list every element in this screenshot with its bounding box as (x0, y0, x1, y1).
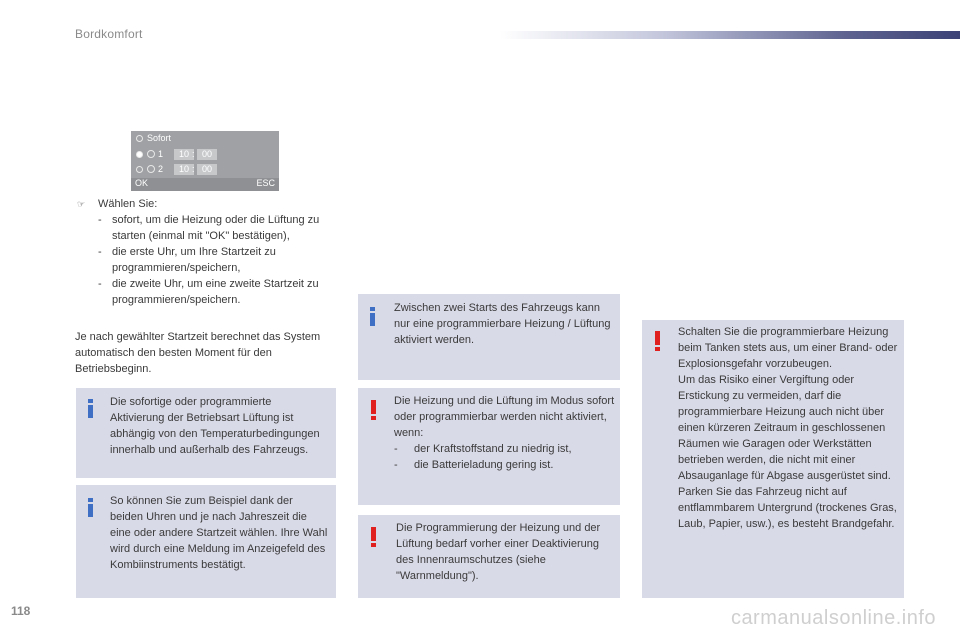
warning-note-box (642, 320, 904, 598)
radio-icon (136, 166, 143, 173)
info-note-box (76, 388, 336, 478)
note-text: Zwischen zwei Starts des Fahrzeugs kann nur eine programmierbare Heizung / Lüftung aktiviert werden. (394, 302, 611, 346)
warning-paragraph: Schalten Sie die programmierbare Heizung beim Tanken stets aus, um einer Brand- oder Explosionsgefahr vorzubeugen. (678, 326, 898, 370)
screen-row-clock-1 (131, 148, 279, 163)
minutes-field: 00 (197, 164, 217, 175)
instruction-head-text: Wählen Sie: (98, 198, 158, 210)
time-colon: : (192, 164, 195, 174)
list-item (75, 212, 340, 244)
time-colon: : (192, 149, 195, 159)
dash-bullet: - (98, 278, 102, 290)
info-note-box (358, 294, 620, 380)
hours-field: 10 (174, 149, 194, 160)
pointer-icon: ☞ (77, 199, 86, 209)
list-item (75, 244, 340, 276)
instructions (75, 196, 340, 308)
page-number: 118 (11, 604, 31, 618)
radio-icon (136, 135, 143, 142)
list-item (394, 441, 616, 457)
dash-bullet: - (98, 214, 102, 226)
clock-icon (147, 150, 155, 158)
screen-footer (131, 178, 279, 191)
clock-number: 1 (158, 149, 164, 159)
warning-text (678, 324, 900, 532)
note-text: Die sofortige oder programmierte Aktivierung der Betriebsart Lüftung ist abhängig von den Temperaturbedingungen innerhalb und außerhalb des Fahrzeugs. (110, 396, 320, 456)
clock-icon (147, 165, 155, 173)
warning-text (394, 393, 616, 473)
dash-bullet: - (394, 443, 398, 455)
info-note-box (76, 485, 336, 598)
minutes-field: 00 (197, 149, 217, 160)
display-screen (131, 131, 279, 191)
list-item-text: sofort, um die Heizung oder die Lüftung zu starten (einmal mit "OK" bestätigen), (112, 214, 320, 242)
watermark-text: carmanualsonline.info (730, 607, 936, 629)
list-item-text: die zweite Uhr, um eine zweite Startzeit zu programmieren/speichern. (112, 278, 319, 306)
sofort-label: Sofort (147, 133, 172, 143)
warning-paragraph: Parken Sie das Fahrzeug nicht auf entflammbarem Untergrund (trockenes Gras, Laub, Papier, usw.), es besteht Brandgefahr. (678, 486, 897, 530)
warning-text: Die Programmierung der Heizung und der Lüftung bedarf vorher einer Deaktivierung des Innenraumschutzes (siehe "Warnmeldung"). (396, 522, 601, 582)
list-item-text: der Kraftstoffstand zu niedrig ist, (414, 443, 572, 455)
list-item (394, 457, 616, 473)
note-text: So können Sie zum Beispiel dank der beiden Uhren und je nach Jahreszeit die eine oder andere Startzeit wählen. Ihre Wahl wird durch eine Meldung im Anzeigefeld des Kombiinstruments bestätigt. (110, 495, 328, 571)
radio-selected-icon (136, 151, 143, 158)
esc-label: ESC (256, 178, 275, 188)
screen-row-sofort (131, 132, 279, 147)
list-item-text: die erste Uhr, um Ihre Startzeit zu programmieren/speichern, (112, 246, 276, 274)
header-gradient-bar (500, 31, 960, 39)
warning-note-box (358, 515, 620, 598)
warning-note-box (358, 388, 620, 505)
warning-paragraph: Um das Risiko einer Vergiftung oder Erstickung zu vermeiden, darf die programmierbare Heizung auch nicht über einen kürzeren Zeitraum in geschlossenen Räumen wie Garagen oder Werkstätten betrieben werden, die nicht mit einer Absauganlage für Abgase ausgerüstet sind. (678, 374, 891, 482)
dash-bullet: - (98, 246, 102, 258)
list-item (75, 276, 340, 308)
warning-intro: Die Heizung und die Lüftung im Modus sofort oder programmierbar werden nicht aktiviert, wenn: (394, 395, 615, 439)
ok-label: OK (135, 178, 149, 188)
screen-row-clock-2 (131, 163, 279, 178)
body-paragraph: Je nach gewählter Startzeit berechnet das System automatisch den besten Moment für den Betriebsbeginn. (75, 331, 321, 375)
hours-field: 10 (174, 164, 194, 175)
dash-bullet: - (394, 459, 398, 471)
clock-number: 2 (158, 164, 164, 174)
list-item-text: die Batterieladung gering ist. (414, 459, 554, 471)
instruction-head (75, 196, 340, 212)
section-title: Bordkomfort (75, 27, 143, 41)
